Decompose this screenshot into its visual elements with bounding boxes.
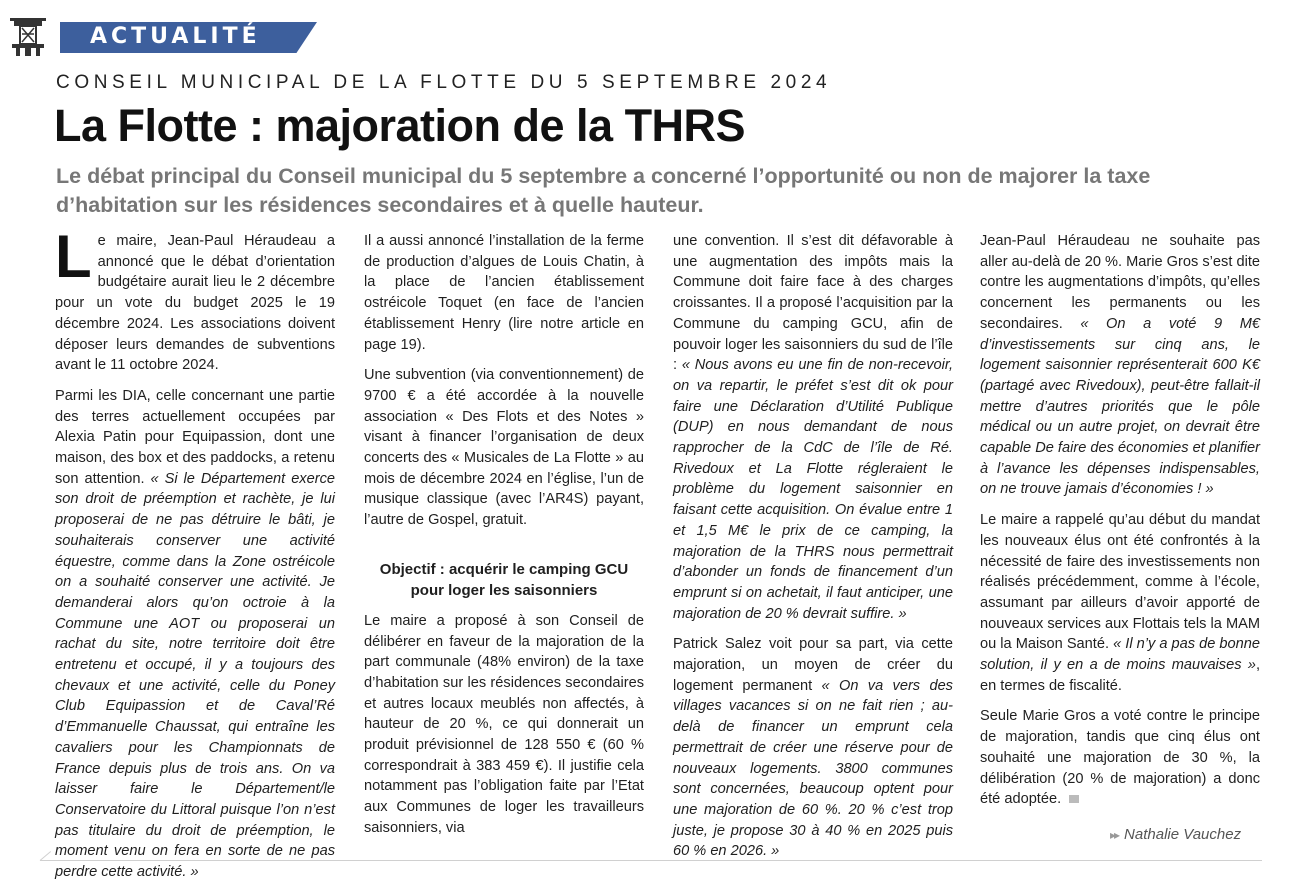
- quote-text: « On va vers des villages vacances si on ne fait rien ; au-delà de financer un emprunt cela permettrait de créer une réserve pour de nouveaux logements. 3800 communes sont concernées, beaucoup optent pour une majoration de 60 %. 20 % c’est trop juste, je propose 30 à 40 % en 2025 puis 60 % en 2026. »: [673, 677, 953, 860]
- paragraph-text: Patrick Salez voit pour sa part, via cette majoration, un moyen de créer du logement permanent: [673, 636, 953, 694]
- article-column-4: [980, 231, 1260, 820]
- article-kicker: CONSEIL MUNICIPAL DE LA FLOTTE DU 5 SEPTEMBRE 2024: [56, 72, 832, 93]
- paragraph: [673, 231, 953, 624]
- paragraph: [55, 223, 335, 376]
- article-column-3: [673, 231, 953, 872]
- article-column-2: [364, 231, 644, 849]
- paragraph: [980, 231, 1260, 500]
- article-lead: Le débat principal du Conseil municipal du 5 septembre a concerné l’opportunité ou non de majorer la taxe d’habitation sur les résidences secondaires et à quelle hauteur.: [56, 164, 1151, 217]
- double-arrow-icon: ▸▸: [1110, 828, 1119, 842]
- paragraph-text: une convention. Il s’est dit défavorable à une augmentation des impôts mais la Commune doit faire face à des charges croissantes. Il a proposé l’acquisition par la Commune du camping GCU, afin de pouvoir loger les saisonniers du sud de l’île :: [673, 233, 953, 374]
- paragraph: [55, 386, 335, 883]
- drop-cap: L: [55, 223, 92, 290]
- paragraph: Le maire a proposé à son Conseil de délibérer en faveur de la majoration de la part communale (48% environ) de la taxe d’habitation sur les résidences secondaires et autres locaux meublés non affectés, à hauteur de 20 %, ce qui donnerait un produit prévisionnel de 128 550 € (60 % correspondrait à 383 459 €). Il justifie cela notamment pas l’obligation faite par l’Etat aux Communes de loger les travailleurs saisonniers, via: [364, 612, 644, 836]
- paragraph: [980, 510, 1260, 696]
- article-headline: La Flotte : majoration de la THRS: [54, 100, 746, 151]
- paragraph-text: Parmi les DIA, celle concernant une partie des terres actuellement occupées par Alexia Patin pour Equipassion, dont une maison, des box et des paddocks, a retenu son attention.: [55, 387, 335, 487]
- author-name: Nathalie Vauchez: [1124, 826, 1242, 843]
- paragraph: [980, 706, 1260, 810]
- quote-text: « Il n’y a pas de bonne solution, il y en a de moins mauvaises »: [980, 636, 1261, 674]
- paragraph-text: Jean-Paul Héraudeau ne souhaite pas aller au-delà de 20 %. Marie Gros s’est dite contre les augmentations d’impôts, qu’elles concernent les permanents ou les secondaires.: [980, 233, 1260, 332]
- subheading: Objectif : acquérir le camping GCU pour loger les saisonniers: [379, 560, 629, 599]
- paragraph-text: Seule Marie Gros a voté contre le principe de majoration, tandis que cinq élus ont souhaité une majoration de 30 %, la délibération (20 % de majoration) a donc été adoptée.: [980, 708, 1260, 808]
- quote-text: « Nous avons eu une fin de non-recevoir, on va repartir, le préfet s’est dit ok pour faire une Déclaration d’Utilité Publique (DUP) en nous demandant de nous rapprocher de la CdC de l’île de Ré. Rivedoux et La Flotte régleraient le problème du logement saisonnier en faisant cette acquisition. On évalue entre 1 et 1,5 M€ le prix de ce camping, la majoration de la THRS nous permettrait d’abonder un fonds de financement d’un emprunt si on achetait, il faut anticiper, une majoration de 20 % devrait suffire. »: [673, 357, 954, 622]
- lighthouse-logo-icon: [8, 14, 48, 56]
- footer-rule: [40, 860, 1262, 861]
- author-signature: [1110, 826, 1241, 843]
- paragraph: [673, 634, 953, 862]
- end-of-article-icon: [1069, 795, 1079, 803]
- quote-text: « On a voté 9 M€ d’investissements sur cinq ans, le logement saisonnier représenterait 600 K€ (partagé avec Rivedoux), peut-être fallait-il mettre d’autres priorités que le pôle médical ou un autre projet, on devrait être capable De faire des économies et planifier à l’avance les dépenses indispensables, on ne trouve jamais d’économies ! »: [980, 315, 1260, 498]
- paragraph: Une subvention (via conventionnement) de 9700 € a été accordée à la nouvelle association « Des Flots et des Notes » visant à financer l’organisation de deux concerts des « Musicales de La Flotte » au mois de décembre 2024 en l’église, l’un de musique classique (avec l’AR4S) payant, l’autre de Gospel, gratuit.: [364, 367, 644, 529]
- article-column-1: [55, 223, 335, 893]
- paragraph-text: Le maire a rappelé qu’au début du mandat les nouveaux élus ont été confrontés à la nécessité de faire des investissements non réalisés précédemment, comme à l’école, assumant par ailleurs d’avoir apporté de nouveaux services aux Flottais tels la MAM ou la Maison Santé.: [980, 512, 1260, 653]
- paragraph-text: e maire, Jean-Paul Héraudeau a annoncé que le débat d’orientation budgétaire aurait lieu le 2 décembre pour un vote du budget 2025 le 19 décembre 2024. Les associations doivent déposer leurs demandes de subventions avant le 11 octobre 2024.: [55, 233, 335, 374]
- paragraph-text: , en termes de fiscalité.: [980, 657, 1260, 694]
- section-label: ACTUALITÉ: [90, 24, 261, 49]
- quote-text: « Si le Département exerce son droit de préemption et rachète, je lui proposerai de ne pas détruire le bâti, je souhaiterais conserver une activité équestre, comme dans la Zone ostréicole on a souhaité conserver une activité. Je demanderai alors qu’on octroie à la Commune une AOT ou proposerai un rachat du site, notre territoire doit être entretenu et occupé, il y a toujours des chevaux et une activité, celle du Poney Club Equipassion et de Caval’Ré d’Emmanuelle Chaussat, qui entraîne les cavaliers pour les Championnats de France depuis plus de trois ans. On va laisser faire le Département/le Conservatoire du Littoral puisque l’on n’est pas titulaire du droit de préemption, le moment venu on fera en sorte de ne pas perdre cette activité. »: [55, 470, 335, 881]
- paragraph: Il a aussi annoncé l’installation de la ferme de production d’algues de Louis Chatin, à la place de l’ancien établissement ostréicole Toquet (en face de l’ancien établissement Henry (lire notre article en page 19).: [364, 233, 644, 353]
